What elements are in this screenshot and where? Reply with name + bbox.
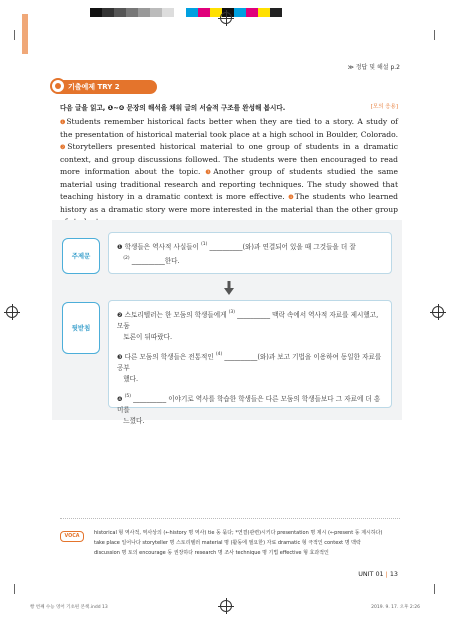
color-swatch <box>186 8 198 17</box>
print-date: 2019. 9. 17. 오후 2:26 <box>371 605 420 610</box>
support-item <box>117 391 383 427</box>
try-label: 기출예제 TRY 2 <box>52 80 157 94</box>
item-text: __________(와)과 보고 기법을 이용하여 동일한 자료를 공부 <box>117 353 382 372</box>
vocabulary-line: take place 일어나다 storyteller 명 스토리텔러 material 명 (활동에 필요한) 자료 dramatic 형 극적인 context 명 맥락 <box>94 540 361 546</box>
crop-mark <box>14 584 15 594</box>
voca-badge: VOCA <box>60 531 84 542</box>
unit-label: UNIT 01 <box>358 570 384 578</box>
blank-number: (3) <box>228 310 235 315</box>
sentence-number: ❷ <box>60 144 68 151</box>
crop-mark <box>434 30 435 40</box>
topic-sentence-label: 주제문 <box>62 238 100 274</box>
registration-mark-left <box>6 306 18 318</box>
item-text: 학생들은 역사적 사실들이 <box>124 243 202 251</box>
supporting-label: 뒷받침 <box>62 302 100 354</box>
vocabulary-line: discussion 명 토의 encourage 동 권장하다 research 명 조사 technique 명 기법 effective 형 효과적인 <box>94 550 329 556</box>
item-number: ❸ <box>117 354 123 361</box>
supporting-card <box>108 300 392 425</box>
sentence-number: ❹ <box>288 194 295 201</box>
item-number: ❷ <box>117 312 123 319</box>
registration-mark-bottom <box>220 600 232 612</box>
color-swatch <box>126 8 138 17</box>
color-swatch <box>114 8 126 17</box>
color-swatch <box>90 8 102 17</box>
registration-mark-top <box>220 12 232 24</box>
reading-passage <box>60 116 398 228</box>
sentence-text: Students remember historical facts better when they are tied to a story. A study of the presentation of historical material took place at a high school in Boulder, Colorado. <box>60 117 398 139</box>
crop-mark <box>434 584 435 594</box>
item-text: 토론이 뒤따랐다. <box>123 333 173 341</box>
sentence-text: Another group of students studied the same material using traditional research and reporting techniques. The study showed that teaching history in a dramatic context is more effective. <box>60 167 398 201</box>
try-bullet-icon <box>50 78 66 94</box>
down-arrow-icon <box>224 281 234 295</box>
item-number: ❶ <box>117 244 123 251</box>
color-swatch <box>138 8 150 17</box>
answer-reference: ≫ 정답 및 해설 p.2 <box>347 64 400 71</box>
support-item <box>117 307 383 343</box>
color-swatch <box>258 8 270 17</box>
color-swatch <box>198 8 210 17</box>
crop-mark <box>14 30 15 40</box>
source-tag: [모의 응용] <box>370 104 398 110</box>
item-text: 다른 모둠의 학생들은 전통적인 <box>124 353 216 361</box>
item-number: ❹ <box>117 396 123 403</box>
sentence-number: ❶ <box>60 119 67 126</box>
support-item <box>117 349 383 385</box>
blank-number: (4) <box>215 352 223 357</box>
blank-number: (2) <box>123 256 130 261</box>
topic-sentence-card <box>108 232 392 274</box>
instruction-text: 다음 글을 읽고, ❶~❹ 문장의 해석을 채워 글의 서술적 구조를 완성해 봅시다. <box>60 104 286 112</box>
divider <box>60 518 400 519</box>
sentence-text: Storytellers presented historical material to one group of students in a dramatic context, and group discussions followed. The students were then encouraged to read more information about the topic. <box>60 142 398 176</box>
color-swatch <box>162 8 174 17</box>
blank-number: (5) <box>124 394 132 399</box>
vocabulary-list <box>94 528 414 558</box>
page-num: 13 <box>389 570 398 578</box>
color-swatch <box>270 8 282 17</box>
item-text: 스토리텔러는 한 모둠의 학생들에게 <box>124 311 229 319</box>
color-swatch <box>150 8 162 17</box>
color-swatch <box>102 8 114 17</box>
item-text: __________한다. <box>129 257 180 265</box>
color-swatch <box>174 8 186 17</box>
file-slug: 빵 번째 수능 영어 기초편 본책.indd 13 <box>30 605 108 610</box>
print-color-bar <box>90 8 282 17</box>
page-number <box>358 570 398 578</box>
item-text: __________(와)과 연결되어 있을 때 그것들을 더 잘 <box>207 243 356 251</box>
color-swatch <box>246 8 258 17</box>
registration-mark-right <box>432 306 444 318</box>
item-text: __________ 이야기로 역사를 학습한 학생들은 다른 모둠의 학생들보다 그 자료에 더 흥미를 <box>117 395 381 414</box>
color-swatch <box>234 8 246 17</box>
margin-color-strip <box>22 14 28 54</box>
sentence-text: The students who learned history as a dramatic story were more interested in the material than the other group <box>60 192 399 214</box>
sentence-number: ❸ <box>205 169 214 176</box>
item-text: __________ 맥락 속에서 역사적 자료를 제시했고, 모둠 <box>117 311 379 330</box>
blank-number: (1) <box>201 242 208 247</box>
item-text: 했다. <box>123 375 139 383</box>
separator: | <box>385 570 388 578</box>
topic-item <box>117 239 383 267</box>
item-text: 느꼈다. <box>123 417 145 425</box>
vocabulary-line: historical 형 역사적, 역사상의 (←history 명 역사) tie 동 묶다; *연결(관련)시키다 presentation 명 제시 (←present 동 제시하다) <box>94 530 383 536</box>
